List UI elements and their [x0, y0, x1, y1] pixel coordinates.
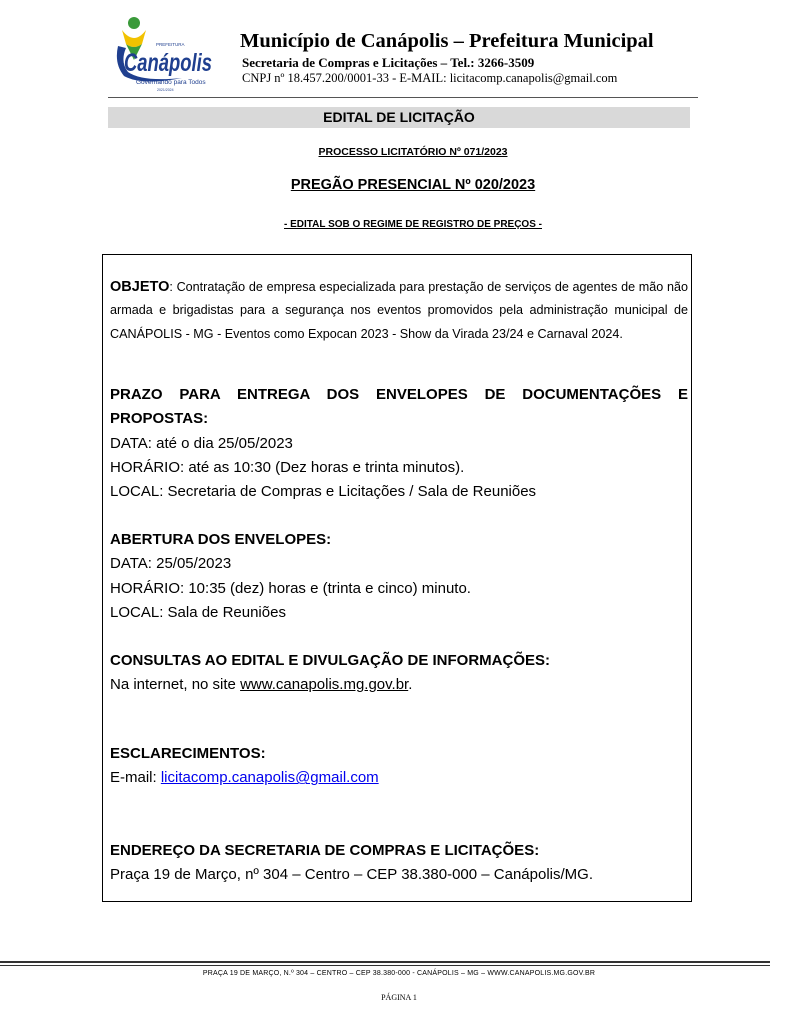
- prazo-heading-line1: PRAZO PARA ENTREGA DOS ENVELOPES DE DOCUMENTAÇÕES E: [110, 386, 688, 403]
- pregao-number: PREGÃO PRESENCIAL Nº 020/2023: [290, 177, 536, 193]
- endereco-section: [110, 839, 688, 888]
- header-title: Município de Canápolis – Prefeitura Municipal: [240, 30, 654, 52]
- email-prefix: E-mail:: [110, 769, 161, 787]
- email-link[interactable]: licitacomp.canapolis@gmail.com: [160, 769, 379, 787]
- document-title-band: EDITAL DE LICITAÇÃO: [108, 107, 690, 128]
- footer-divider-thin: [0, 965, 770, 966]
- prazo-horario: HORÁRIO: até as 10:30 (Dez horas e trinta minutos).: [110, 458, 465, 476]
- consultas-line: [110, 673, 688, 697]
- page-number: PÁGINA 1: [381, 993, 417, 1002]
- header-cnpj: CNPJ nº 18.457.200/0001-33 - E-MAIL: licitacomp.canapolis@gmail.com: [242, 71, 618, 85]
- prazo-section: [110, 383, 688, 504]
- abertura-local: LOCAL: Sala de Reuniões: [110, 603, 286, 621]
- prazo-local: LOCAL: Secretaria de Compras e Licitações / Sala de Reuniões: [110, 483, 537, 501]
- objeto-text: : Contratação de empresa especializada para prestação de serviços de agentes de mão não armada e brigadistas para a segurança nos eventos promovidos pela administração municipal de CANÁPOLIS - MG - Eventos como Expocan 2023 - Show da Virada 23/24 e Carnaval 2024.: [110, 280, 688, 341]
- consultas-heading: CONSULTAS AO EDITAL E DIVULGAÇÃO DE INFORMAÇÕES:: [110, 652, 551, 669]
- logo-name: Canápolis: [124, 49, 213, 77]
- prazo-data: DATA: até o dia 25/05/2023: [110, 434, 293, 452]
- header-divider: [108, 97, 698, 98]
- logo-slogan: Governando para Todos: [136, 79, 206, 86]
- esclarecimentos-line: [110, 766, 688, 790]
- logo-small-text: PREFEITURA: [156, 42, 185, 47]
- regime-note: - EDITAL SOB O REGIME DE REGISTRO DE PREÇOS -: [284, 219, 542, 230]
- abertura-horario: HORÁRIO: 10:35 (dez) horas e (trinta e cinco) minuto.: [110, 579, 471, 597]
- consultas-section: [110, 649, 688, 698]
- processo-number: PROCESSO LICITATÓRIO Nº 071/2023: [318, 146, 508, 158]
- esclarecimentos-section: [110, 742, 688, 791]
- abertura-data: DATA: 25/05/2023: [110, 555, 232, 573]
- logo-head-icon: [128, 17, 140, 29]
- endereco-heading: ENDEREÇO DA SECRETARIA DE COMPRAS E LICITAÇÕES:: [110, 842, 540, 859]
- esclarecimentos-heading: ESCLARECIMENTOS:: [110, 745, 266, 762]
- abertura-section: [110, 528, 688, 625]
- objeto-label: OBJETO: [110, 279, 170, 295]
- consultas-suffix: .: [408, 676, 413, 694]
- site-link[interactable]: www.canapolis.mg.gov.br: [240, 676, 409, 694]
- municipality-logo: [112, 16, 220, 96]
- footer-divider-thick: [0, 961, 770, 963]
- consultas-prefix: Na internet, no site: [110, 676, 241, 694]
- prazo-heading-line2: PROPOSTAS:: [110, 410, 209, 428]
- endereco-text: Praça 19 de Março, nº 304 – Centro – CEP 38.380-000 – Canápolis/MG.: [110, 866, 593, 884]
- objeto-paragraph: [110, 276, 688, 346]
- header-subtitle: Secretaria de Compras e Licitações – Tel.: 3266-3509: [242, 55, 535, 70]
- logo-arms-icon: [122, 30, 146, 47]
- logo-period: 2021/2024: [157, 88, 174, 92]
- abertura-heading: ABERTURA DOS ENVELOPES:: [110, 531, 332, 548]
- footer-address: PRAÇA 19 DE MARÇO, N.º 304 – CENTRO – CEP 38.380-000 - CANÁPOLIS – MG – WWW.CANAPOLIS.MG.GOV.BR: [202, 970, 596, 977]
